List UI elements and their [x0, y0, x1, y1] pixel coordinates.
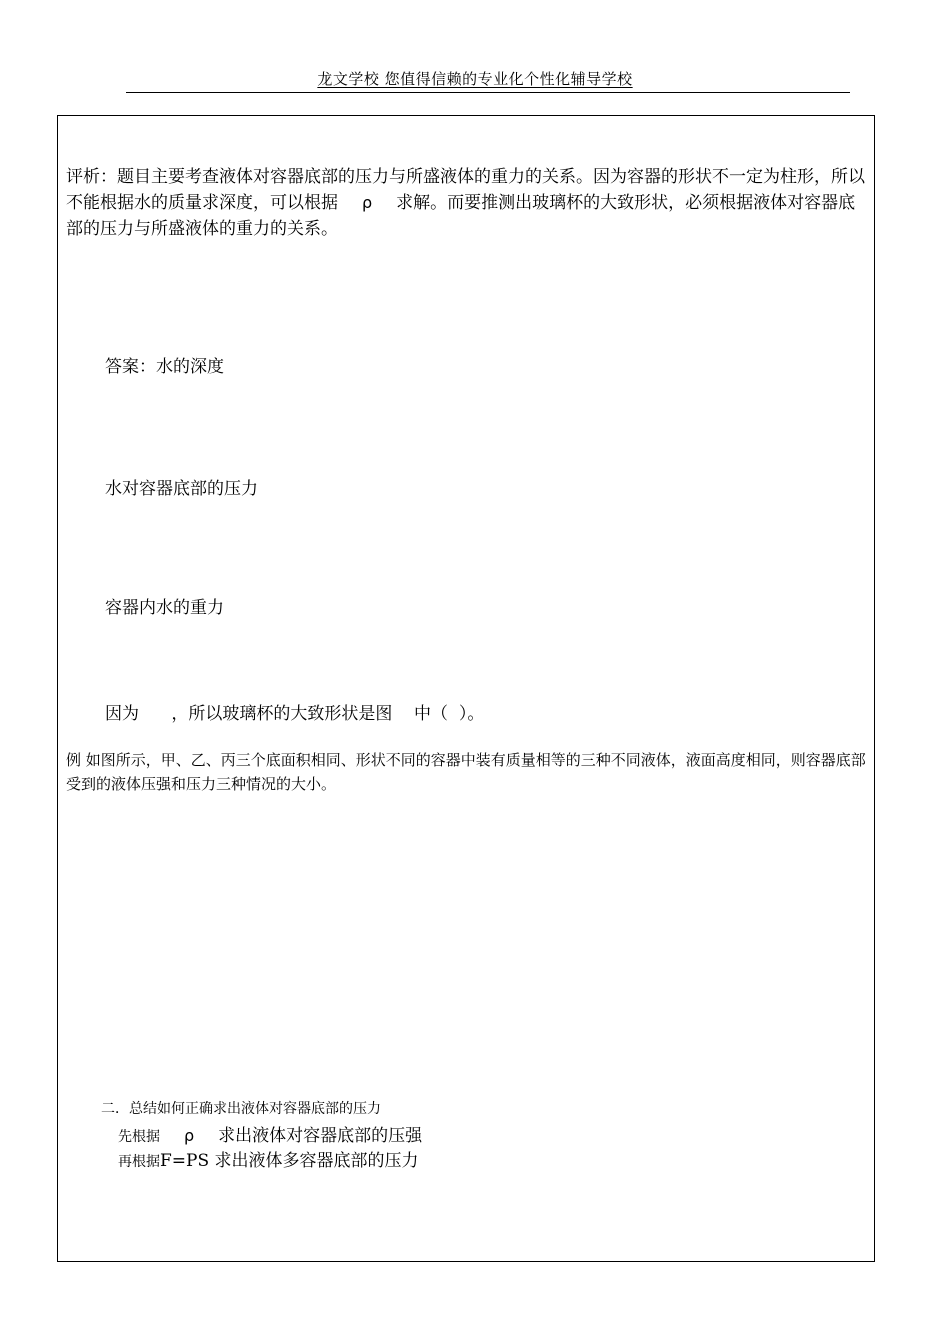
summary-line-1 [118, 1121, 422, 1146]
content-frame [57, 115, 875, 1262]
summary-line-2-rest: F=PS 求出液体多容器底部的压力 [160, 1151, 419, 1171]
summary-line-2 [118, 1146, 419, 1171]
analysis-text-1: 评析：题目主要考查液体对容器底部的压力与所盛液体的重力的关系。因为容器的形状不一定为柱形，所以不能根据水的质量求深度，可以根据 [66, 167, 865, 213]
summary-line-1-prefix: 先根据 [118, 1129, 160, 1145]
rho-symbol: ρ [362, 193, 373, 212]
header-divider [126, 92, 850, 93]
answer-line-3: 容器内水的重力 [105, 598, 224, 618]
page-header [0, 68, 950, 89]
answer-line-4: 因为 ，所以玻璃杯的大致形状是图 中（ ）。 [105, 704, 485, 724]
example-paragraph: 例 如图所示，甲、乙、丙三个底面积相同、形状不同的容器中装有质量相等的三种不同液体，液面高度相同，则容器底部受到的液体压强和压力三种情况的大小。 [66, 751, 866, 793]
analysis-paragraph [66, 164, 872, 242]
analysis-text-2: 求解。而要推测出玻璃杯的大致形状，必须根据液体对容器底部的压力与所盛液体的重力的关系。 [66, 193, 856, 239]
summary-line-1-suffix: 求出液体对容器底部的压强 [218, 1126, 423, 1146]
summary-rho-symbol: ρ [184, 1126, 195, 1145]
answer-line-2: 水对容器底部的压力 [105, 479, 258, 499]
header-title: 龙文学校 您值得信赖的专业化个性化辅导学校 [317, 70, 633, 88]
summary-title: 二．总结如何正确求出液体对容器底部的压力 [101, 1101, 381, 1117]
answer-line-1: 答案：水的深度 [105, 357, 224, 377]
summary-line-2-prefix: 再根据 [118, 1154, 160, 1170]
